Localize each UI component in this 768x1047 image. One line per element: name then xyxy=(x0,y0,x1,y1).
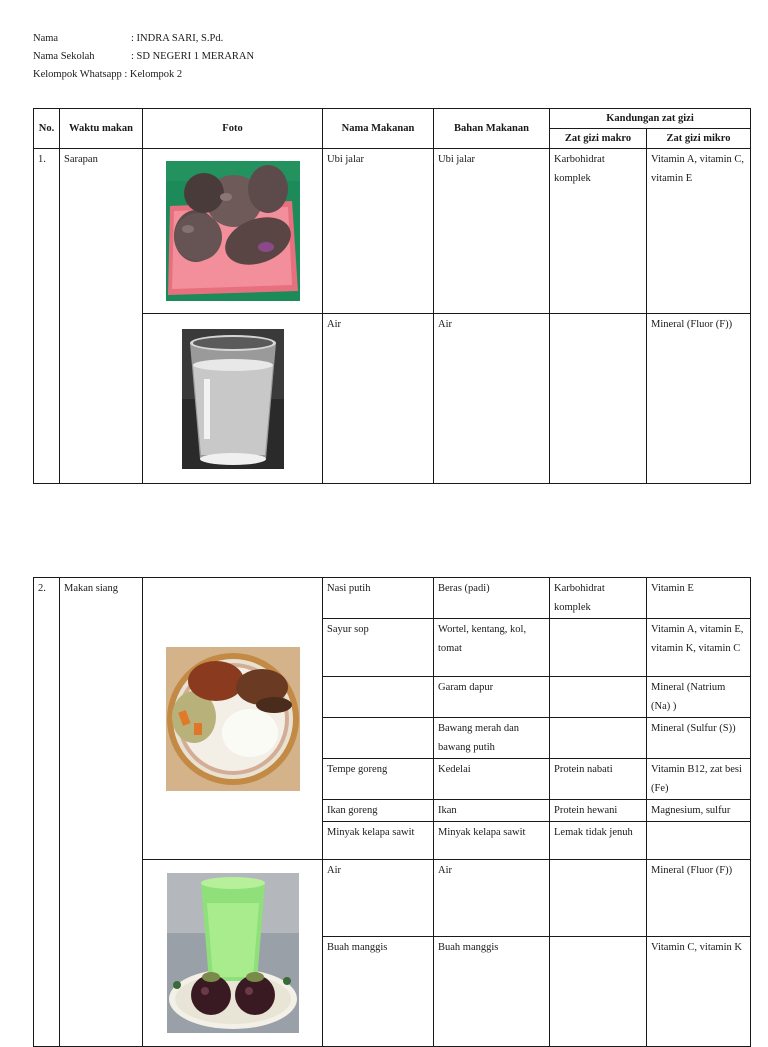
micro-nutrient: Vitamin A, vitamin C, vitamin E xyxy=(647,149,751,314)
info-kelompok xyxy=(33,66,182,84)
lunch-plate-photo xyxy=(166,647,300,791)
kelompok-label: Kelompok Whatsapp xyxy=(33,69,122,80)
row-waktu: Makan siang xyxy=(60,578,143,1047)
micro-nutrient: Vitamin E xyxy=(647,578,751,619)
food-ingredient: Kedelai xyxy=(434,759,550,800)
macro-nutrient xyxy=(550,677,647,718)
food-name: Buah manggis xyxy=(323,937,434,1047)
header-foto: Foto xyxy=(143,109,323,149)
photo-cell xyxy=(143,149,323,314)
food-name xyxy=(323,718,434,759)
photo-cell xyxy=(143,314,323,484)
nama-label: Nama xyxy=(33,33,59,44)
header-mikro: Zat gizi mikro xyxy=(647,129,751,149)
water-glass-photo xyxy=(182,329,284,469)
header-kandungan: Kandungan zat gizi xyxy=(550,109,751,129)
micro-nutrient: Mineral (Natrium (Na) ) xyxy=(647,677,751,718)
header-bahan: Bahan Makanan xyxy=(434,109,550,149)
photo-cell xyxy=(143,578,323,860)
food-ingredient: Ubi jalar xyxy=(434,149,550,314)
food-ingredient: Beras (padi) xyxy=(434,578,550,619)
food-ingredient: Minyak kelapa sawit xyxy=(434,822,550,860)
row-waktu: Sarapan xyxy=(60,149,143,484)
header-nama: Nama Makanan xyxy=(323,109,434,149)
header-waktu: Waktu makan xyxy=(60,109,143,149)
food-name: Nasi putih xyxy=(323,578,434,619)
sekolah-label: Nama Sekolah xyxy=(33,51,95,62)
micro-nutrient: Vitamin A, vitamin E, vitamin K, vitamin C xyxy=(647,619,751,677)
meal-table-lunch xyxy=(33,577,751,1047)
header-no: No. xyxy=(34,109,60,149)
food-name: Sayur sop xyxy=(323,619,434,677)
macro-nutrient xyxy=(550,937,647,1047)
meal-table-breakfast xyxy=(33,108,751,484)
macro-nutrient xyxy=(550,619,647,677)
macro-nutrient xyxy=(550,314,647,484)
macro-nutrient: Lemak tidak jenuh xyxy=(550,822,647,860)
food-ingredient: Wortel, kentang, kol, tomat xyxy=(434,619,550,677)
photo-cell xyxy=(143,860,323,1047)
food-ingredient: Air xyxy=(434,860,550,937)
micro-nutrient: Mineral (Fluor (F)) xyxy=(647,314,751,484)
kelompok-value: : Kelompok 2 xyxy=(124,69,183,80)
macro-nutrient xyxy=(550,860,647,937)
macro-nutrient: Karbohidrat komplek xyxy=(550,578,647,619)
food-ingredient: Bawang merah dan bawang putih xyxy=(434,718,550,759)
food-ingredient: Garam dapur xyxy=(434,677,550,718)
micro-nutrient: Magnesium, sulfur xyxy=(647,800,751,822)
food-name xyxy=(323,677,434,718)
macro-nutrient: Protein nabati xyxy=(550,759,647,800)
green-cup-mangosteen-photo xyxy=(167,873,299,1033)
micro-nutrient: Mineral (Fluor (F)) xyxy=(647,860,751,937)
info-nama xyxy=(33,30,223,48)
sekolah-value: : SD NEGERI 1 MERARAN xyxy=(131,51,255,62)
food-name: Air xyxy=(323,860,434,937)
nama-value: : INDRA SARI, S.Pd. xyxy=(131,33,224,44)
food-ingredient: Ikan xyxy=(434,800,550,822)
micro-nutrient: Mineral (Sulfur (S)) xyxy=(647,718,751,759)
row-no: 1. xyxy=(34,149,60,484)
food-name: Air xyxy=(323,314,434,484)
food-ingredient: Air xyxy=(434,314,550,484)
food-name: Tempe goreng xyxy=(323,759,434,800)
macro-nutrient: Protein hewani xyxy=(550,800,647,822)
header-makro: Zat gizi makro xyxy=(550,129,647,149)
sweet-potato-photo xyxy=(166,161,300,301)
micro-nutrient xyxy=(647,822,751,860)
food-name: Ikan goreng xyxy=(323,800,434,822)
micro-nutrient: Vitamin C, vitamin K xyxy=(647,937,751,1047)
info-sekolah xyxy=(33,48,254,66)
food-name: Minyak kelapa sawit xyxy=(323,822,434,860)
macro-nutrient xyxy=(550,718,647,759)
food-ingredient: Buah manggis xyxy=(434,937,550,1047)
row-no: 2. xyxy=(34,578,60,1047)
micro-nutrient: Vitamin B12, zat besi (Fe) xyxy=(647,759,751,800)
macro-nutrient: Karbohidrat komplek xyxy=(550,149,647,314)
food-name: Ubi jalar xyxy=(323,149,434,314)
